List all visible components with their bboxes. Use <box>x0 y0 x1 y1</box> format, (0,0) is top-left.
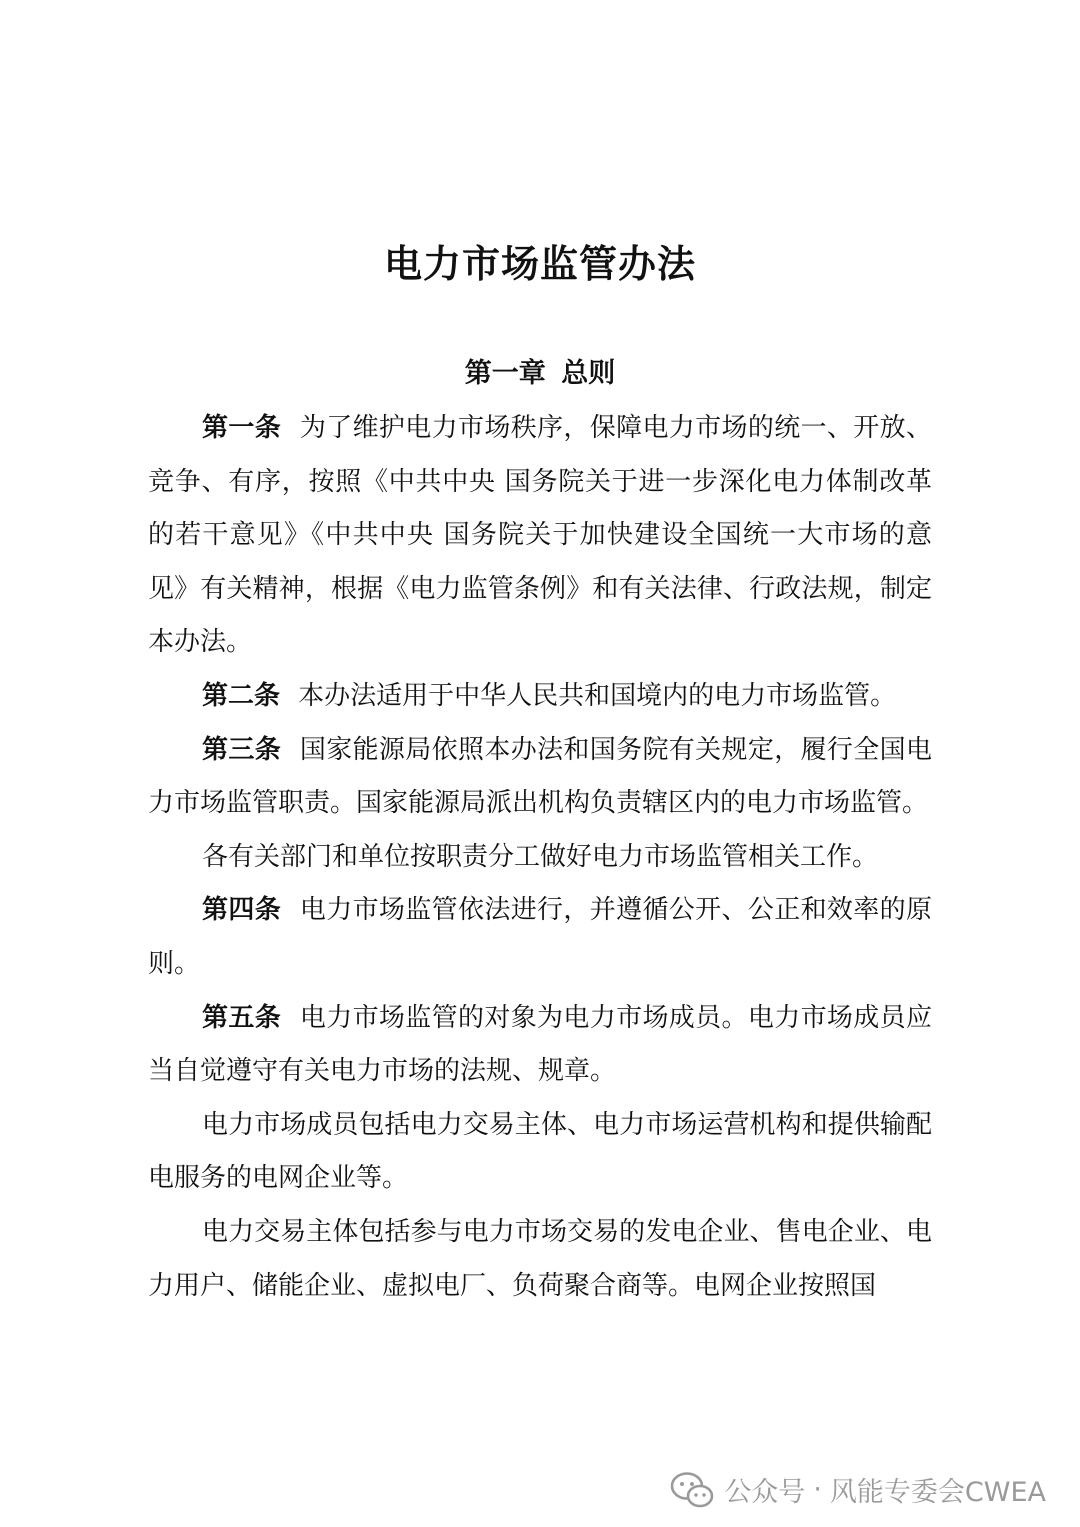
document-title: 电力市场监管办法 <box>383 241 696 286</box>
paragraph-text: 本办法适用于中华人民共和国境内的电力市场监管。 <box>298 680 897 711</box>
watermark <box>670 1470 1046 1509</box>
paragraph-article-5-cont-1 <box>148 1099 932 1206</box>
paragraph-article-3-cont <box>148 831 932 885</box>
paragraph-text: 各有关部门和单位按职责分工做好电力市场监管相关工作。 <box>202 841 879 872</box>
paragraph-text: 国家能源局依照本办法和国务院有关规定，履行全国电力市场监管职责。国家能源局派出机构负责辖区内的电力市场监管。 <box>148 734 932 819</box>
paragraph-article-4 <box>148 884 932 991</box>
paragraph-text: 为了维护电力市场秩序，保障电力市场的统一、开放、竞争、有序，按照《中共中央 国务院关于进一步深化电力体制改革的若干意见》《中共中央 国务院关于加快建设全国统一大市场的意见》有关精神，根据《电力监管条例》和有关法律、行政法规，制定本办法。 <box>148 413 932 658</box>
chapter-title: 第一章 总则 <box>464 358 616 389</box>
paragraph-text: 电力市场成员包括电力交易主体、电力市场运营机构和提供输配电服务的电网企业等。 <box>148 1109 932 1194</box>
watermark-account: 风能专委会CWEA <box>829 1477 1046 1508</box>
article-number: 第四条 <box>202 895 282 926</box>
watermark-separator: · <box>813 1474 822 1505</box>
paragraph-article-1 <box>148 402 932 670</box>
paragraph-article-5-cont-2 <box>148 1206 932 1313</box>
wechat-icon <box>670 1471 714 1509</box>
article-number: 第三条 <box>202 734 282 765</box>
article-number: 第一条 <box>202 413 282 443</box>
paragraph-text: 电力市场监管依法进行，并遵循公开、公正和效率的原则。 <box>148 895 932 979</box>
article-number: 第二条 <box>202 680 281 711</box>
watermark-prefix: 公众号 <box>724 1477 806 1508</box>
paragraph-article-3 <box>148 724 932 831</box>
paragraph-article-2 <box>148 670 932 724</box>
document-body <box>148 402 932 1313</box>
paragraph-article-5 <box>148 992 932 1099</box>
paragraph-text: 电力市场监管的对象为电力市场成员。电力市场成员应当自觉遵守有关电力市场的法规、规章。 <box>148 1002 932 1087</box>
paragraph-text: 电力交易主体包括参与电力市场交易的发电企业、售电企业、电力用户、储能企业、虚拟电厂、负荷聚合商等。电网企业按照国 <box>148 1216 932 1301</box>
article-number: 第五条 <box>202 1002 282 1033</box>
